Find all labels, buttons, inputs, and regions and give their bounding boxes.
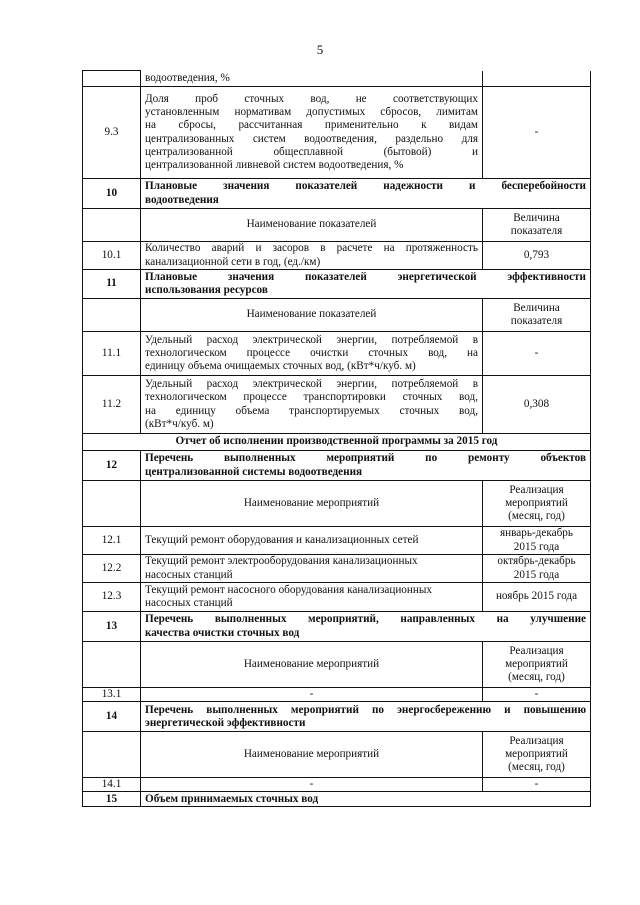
indicator-name: Доля проб сточных вод, не соответствующих установленным нормативам допустимых сбросов, лимитам на сбросы, рассчитанная применительно к видам централизованных систем водоотведения, раздельно для централизованной общесплавной (бытовой) и централизованной ливневой систем водоотведения, % <box>141 87 483 179</box>
row-number: 11.2 <box>83 376 141 434</box>
section-number: 15 <box>83 792 141 807</box>
column-header-name: Наименование мероприятий <box>141 642 483 688</box>
table-row <box>83 376 591 434</box>
table-row <box>83 778 591 792</box>
indicator-value: 0,308 <box>483 376 591 434</box>
indicators-table <box>82 70 591 807</box>
indicator-value: - <box>483 87 591 179</box>
section-title: Перечень выполненных мероприятий, направленных на улучшение качества очистки сточных вод <box>141 612 591 642</box>
row-number: 12.3 <box>83 583 141 612</box>
column-header-value: Величина показателя <box>483 299 591 332</box>
section-row <box>83 270 591 299</box>
row-number: 9.3 <box>83 87 141 179</box>
table-header <box>83 481 591 527</box>
table-row <box>83 527 591 555</box>
table-row <box>83 242 591 270</box>
continued-text: водоотведения, % <box>141 71 483 87</box>
row-number: 11.1 <box>83 332 141 376</box>
indicator-name: Удельный расход электрической энергии, потребляемой в технологическом процессе очистки сточных вод, на единицу объема очищаемых сточных вод, (кВт*ч/куб. м) <box>141 332 483 376</box>
section-number: 12 <box>83 451 141 481</box>
column-header-name: Наименование мероприятий <box>141 481 483 527</box>
table-header <box>83 209 591 242</box>
section-row <box>83 612 591 642</box>
measure-name: Текущий ремонт насосного оборудования канализационных насосных станций <box>141 583 483 612</box>
section-number: 11 <box>83 270 141 299</box>
measure-date: - <box>483 778 591 792</box>
row-number: 13.1 <box>83 688 141 702</box>
section-title: Перечень выполненных мероприятий по ремонту объектов централизованной системы водоотведения <box>141 451 591 481</box>
measure-date: январь-декабрь 2015 года <box>483 527 591 555</box>
table-row <box>83 71 591 87</box>
section-row <box>83 451 591 481</box>
indicator-name: Удельный расход электрической энергии, потребляемой в технологическом процессе транспортировки сточных вод, на единицу объема транспортируемых сточных вод, (кВт*ч/куб. м) <box>141 376 483 434</box>
table-row <box>83 87 591 179</box>
column-header-name: Наименование мероприятий <box>141 732 483 778</box>
section-title: Плановые значения показателей энергетической эффективности использования ресурсов <box>141 270 591 299</box>
table-header <box>83 642 591 688</box>
section-row <box>83 179 591 209</box>
column-header-name: Наименование показателей <box>141 209 483 242</box>
measure-name: - <box>141 688 483 702</box>
row-number: 12.1 <box>83 527 141 555</box>
report-title-row <box>83 434 591 451</box>
column-header-name: Наименование показателей <box>141 299 483 332</box>
table-row <box>83 332 591 376</box>
table-header <box>83 299 591 332</box>
measure-name: - <box>141 778 483 792</box>
column-header-value: Величина показателя <box>483 209 591 242</box>
section-row <box>83 792 591 807</box>
measure-date: октябрь-декабрь 2015 года <box>483 555 591 583</box>
indicator-name: Количество аварий и засоров в расчете на протяженность канализационной сети в год, (ед./км) <box>141 242 483 270</box>
section-number: 13 <box>83 612 141 642</box>
row-number: 12.2 <box>83 555 141 583</box>
column-header-value: Реализация мероприятий (месяц, год) <box>483 732 591 778</box>
measure-date: ноябрь 2015 года <box>483 583 591 612</box>
measure-name: Текущий ремонт электрооборудования канализационных насосных станций <box>141 555 483 583</box>
page-number: 5 <box>316 42 324 57</box>
section-title: Объем принимаемых сточных вод <box>141 792 591 807</box>
report-title: Отчет об исполнении производственной программы за 2015 год <box>83 434 591 451</box>
column-header-value: Реализация мероприятий (месяц, год) <box>483 481 591 527</box>
measure-date: - <box>483 688 591 702</box>
column-header-value: Реализация мероприятий (месяц, год) <box>483 642 591 688</box>
section-title: Плановые значения показателей надежности и бесперебойности водоотведения <box>141 179 591 209</box>
indicator-value: 0,793 <box>483 242 591 270</box>
section-title: Перечень выполненных мероприятий по энергосбережению и повышению энергетической эффективности <box>141 702 591 732</box>
row-number: 14.1 <box>83 778 141 792</box>
section-number: 10 <box>83 179 141 209</box>
measure-name: Текущий ремонт оборудования и канализационных сетей <box>141 527 483 555</box>
indicator-value: - <box>483 332 591 376</box>
table-header <box>83 732 591 778</box>
table-row <box>83 555 591 583</box>
table-row <box>83 688 591 702</box>
section-number: 14 <box>83 702 141 732</box>
row-number: 10.1 <box>83 242 141 270</box>
table-row <box>83 583 591 612</box>
section-row <box>83 702 591 732</box>
